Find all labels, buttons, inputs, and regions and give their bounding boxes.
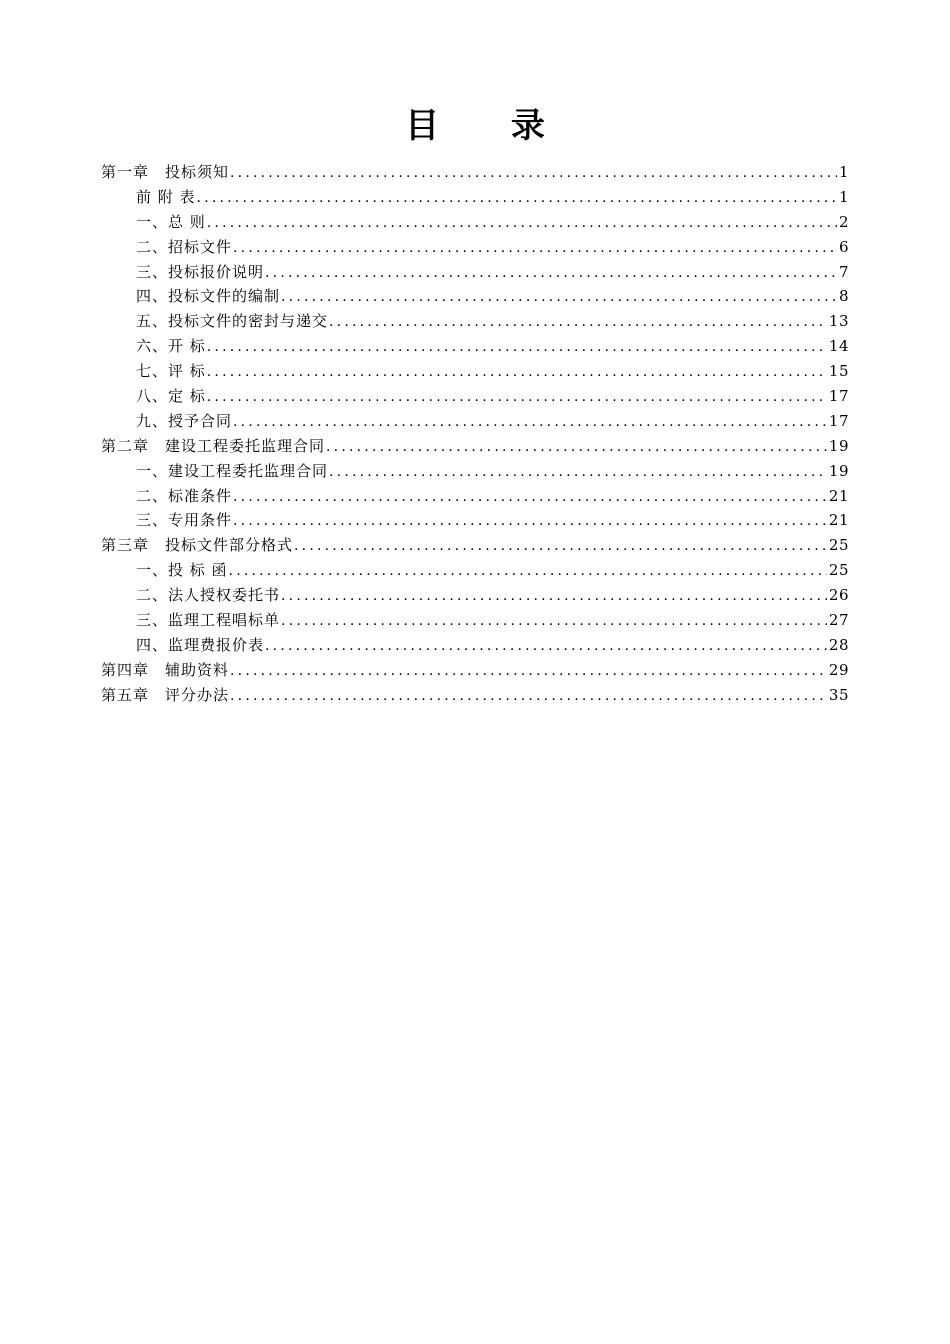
toc-page-number: 25 xyxy=(828,561,849,580)
toc-page-number: 19 xyxy=(828,461,849,480)
toc-page-number: 13 xyxy=(828,312,849,331)
toc-chapter-entry[interactable] xyxy=(101,160,849,185)
toc-dot-leader xyxy=(230,161,837,186)
table-of-contents xyxy=(101,160,849,708)
toc-entry-label: 一、总 则 xyxy=(136,212,206,231)
toc-entry-label: 第五章 评分办法 xyxy=(101,685,230,704)
toc-entry-label: 三、投标报价说明 xyxy=(136,262,265,281)
toc-page-number: 17 xyxy=(828,387,849,406)
toc-section-entry[interactable] xyxy=(101,185,849,210)
toc-page-number: 29 xyxy=(828,660,849,679)
toc-page-number: 25 xyxy=(828,536,849,555)
toc-dot-leader xyxy=(281,584,827,609)
toc-dot-leader xyxy=(281,285,837,310)
toc-page-number: 15 xyxy=(828,362,849,381)
toc-entry-label: 二、招标文件 xyxy=(136,237,233,256)
toc-dot-leader xyxy=(233,236,837,261)
toc-entry-label: 一、投 标 函 xyxy=(136,561,228,580)
toc-page-number: 21 xyxy=(828,486,849,505)
toc-section-entry[interactable] xyxy=(101,235,849,260)
toc-entry-label: 九、授予合同 xyxy=(136,411,233,430)
toc-entry-label: 一、建设工程委托监理合同 xyxy=(136,461,329,480)
toc-page-number: 21 xyxy=(828,511,849,530)
toc-entry-label: 第三章 投标文件部分格式 xyxy=(101,536,294,555)
toc-entry-label: 六、开 标 xyxy=(136,337,206,356)
toc-dot-leader xyxy=(207,360,827,385)
toc-entry-label: 五、投标文件的密封与递交 xyxy=(136,312,329,331)
toc-dot-leader xyxy=(265,261,837,286)
toc-page-number: 28 xyxy=(828,635,849,654)
toc-chapter-entry[interactable] xyxy=(101,683,849,708)
toc-page-number: 7 xyxy=(838,262,849,281)
toc-section-entry[interactable] xyxy=(101,508,849,533)
toc-section-entry[interactable] xyxy=(101,210,849,235)
toc-dot-leader xyxy=(329,310,827,335)
toc-dot-leader xyxy=(207,385,827,410)
toc-dot-leader xyxy=(265,634,827,659)
toc-entry-label: 四、投标文件的编制 xyxy=(136,287,281,306)
toc-page-number: 1 xyxy=(838,187,849,206)
toc-page-number: 35 xyxy=(828,685,849,704)
toc-section-entry[interactable] xyxy=(101,409,849,434)
toc-entry-label: 三、专用条件 xyxy=(136,511,233,530)
toc-dot-leader xyxy=(281,609,827,634)
toc-section-entry[interactable] xyxy=(101,608,849,633)
toc-chapter-entry[interactable] xyxy=(101,533,849,558)
toc-entry-label: 八、定 标 xyxy=(136,387,206,406)
toc-dot-leader xyxy=(229,559,827,584)
toc-section-entry[interactable] xyxy=(101,309,849,334)
toc-page-number: 6 xyxy=(838,237,849,256)
toc-section-entry[interactable] xyxy=(101,359,849,384)
toc-section-entry[interactable] xyxy=(101,633,849,658)
toc-entry-label: 三、监理工程唱标单 xyxy=(136,611,281,630)
toc-section-entry[interactable] xyxy=(101,459,849,484)
toc-section-entry[interactable] xyxy=(101,334,849,359)
toc-page-number: 8 xyxy=(838,287,849,306)
toc-dot-leader xyxy=(207,335,827,360)
toc-dot-leader xyxy=(197,186,837,211)
toc-page-number: 26 xyxy=(828,586,849,605)
toc-dot-leader xyxy=(233,509,827,534)
toc-section-entry[interactable] xyxy=(101,384,849,409)
toc-dot-leader xyxy=(294,534,827,559)
toc-section-entry[interactable] xyxy=(101,284,849,309)
toc-entry-label: 二、标准条件 xyxy=(136,486,233,505)
toc-section-entry[interactable] xyxy=(101,260,849,285)
toc-section-entry[interactable] xyxy=(101,583,849,608)
toc-page-number: 14 xyxy=(828,337,849,356)
toc-entry-label: 二、法人授权委托书 xyxy=(136,586,281,605)
toc-section-entry[interactable] xyxy=(101,484,849,509)
toc-entry-label: 第二章 建设工程委托监理合同 xyxy=(101,436,326,455)
toc-title: 目 录 xyxy=(405,106,575,146)
toc-page-number: 1 xyxy=(838,163,849,181)
toc-entry-label: 第四章 辅助资料 xyxy=(101,660,230,679)
toc-entry-label: 第一章 投标须知 xyxy=(101,163,230,181)
toc-dot-leader xyxy=(233,485,827,510)
toc-page-number: 2 xyxy=(838,212,849,231)
toc-dot-leader xyxy=(233,410,827,435)
toc-entry-label: 四、监理费报价表 xyxy=(136,635,265,654)
toc-dot-leader xyxy=(326,435,827,460)
toc-page-number: 19 xyxy=(828,436,849,455)
toc-chapter-entry[interactable] xyxy=(101,434,849,459)
toc-dot-leader xyxy=(230,684,827,709)
toc-entry-label: 七、评 标 xyxy=(136,362,206,381)
toc-section-entry[interactable] xyxy=(101,558,849,583)
toc-chapter-entry[interactable] xyxy=(101,658,849,683)
toc-dot-leader xyxy=(230,659,827,684)
toc-page-number: 17 xyxy=(828,411,849,430)
toc-dot-leader xyxy=(329,460,827,485)
toc-page-number: 27 xyxy=(828,611,849,630)
toc-entry-label: 前 附 表 xyxy=(136,187,196,206)
toc-dot-leader xyxy=(207,211,837,236)
